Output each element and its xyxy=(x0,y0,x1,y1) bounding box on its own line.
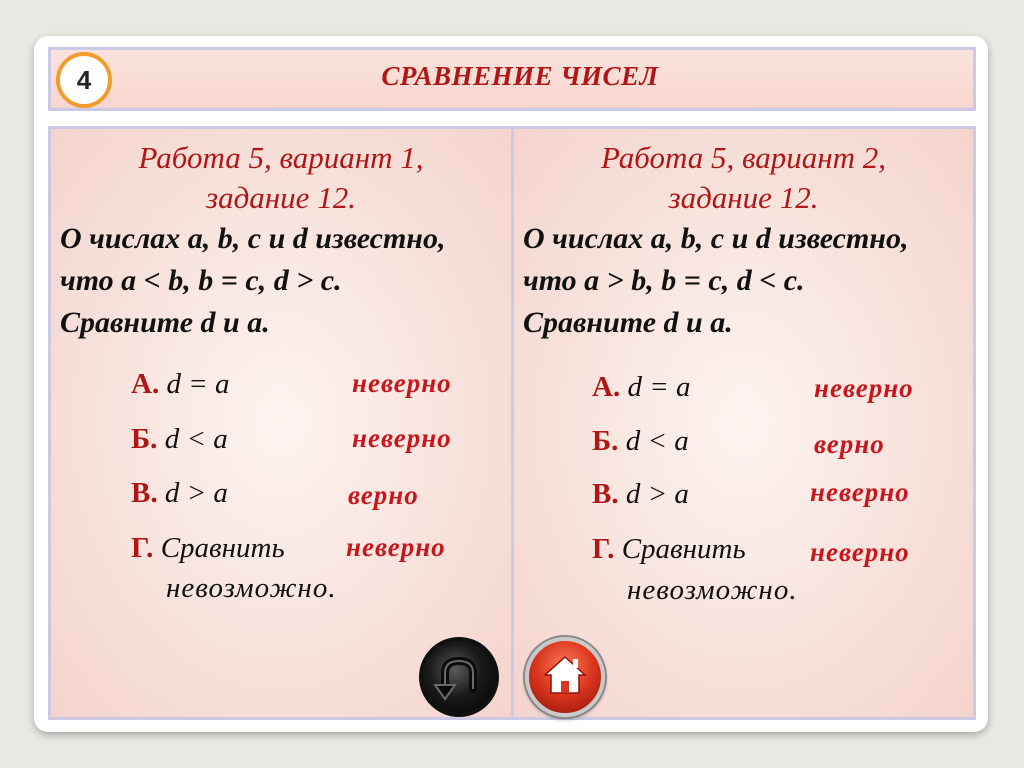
variant-2-verdict-d: неверно xyxy=(810,537,910,567)
variant-1-verdict-d: неверно xyxy=(346,532,446,562)
variant-2-option-b xyxy=(592,425,689,458)
variant-2-option-c xyxy=(592,478,689,511)
option-text: d > a xyxy=(618,478,689,510)
variant-1-option-d xyxy=(131,532,285,565)
home-button[interactable] xyxy=(525,637,605,717)
variant-1-heading-line2: задание 12. xyxy=(206,180,356,215)
variant-1-task-line2: что a < b, b = c, d > c. xyxy=(60,264,342,297)
back-button[interactable] xyxy=(419,637,499,717)
variant-2-option-d-continuation: невозможно. xyxy=(627,574,798,606)
variant-2-heading-line2: задание 12. xyxy=(668,180,819,215)
variant-2-verdict-c: неверно xyxy=(810,477,910,507)
variant-1-verdict-c: верно xyxy=(348,480,419,510)
option-letter: Б. xyxy=(131,423,158,455)
option-text: d = a xyxy=(159,368,230,400)
variant-2-task-line2: что a > b, b = c, d < c. xyxy=(523,264,805,297)
variant-2-option-a xyxy=(592,371,691,404)
option-letter: В. xyxy=(131,477,158,509)
variant-2-verdict-a: неверно xyxy=(814,373,914,403)
variant-1-verdict-b: неверно xyxy=(352,423,452,453)
option-text: d > a xyxy=(157,477,228,509)
option-text: Сравнить xyxy=(614,533,746,565)
variant-1-task-line3: Сравните d и a. xyxy=(60,306,270,339)
variant-2-task xyxy=(523,218,908,344)
option-letter: Г. xyxy=(592,533,615,565)
option-text: Сравнить xyxy=(153,532,285,564)
variant-1-option-d-continuation: невозможно. xyxy=(166,572,337,604)
variant-1-option-c xyxy=(131,477,228,510)
variant-2-heading-line1: Работа 5, вариант 2, xyxy=(601,140,886,175)
variant-1-option-a xyxy=(131,368,230,401)
option-letter: А. xyxy=(592,371,621,403)
variant-1-heading-line1: Работа 5, вариант 1, xyxy=(138,140,424,175)
variant-2-heading xyxy=(511,138,976,218)
option-text: d = a xyxy=(620,371,691,403)
option-text: d < a xyxy=(618,425,689,457)
slide-number-badge: 4 xyxy=(56,52,112,108)
variant-1-verdict-a: неверно xyxy=(352,368,452,398)
home-icon xyxy=(529,641,601,713)
variant-1-task xyxy=(60,218,445,344)
option-letter: Г. xyxy=(131,532,154,564)
variant-2-option-d xyxy=(592,533,746,566)
variant-1-option-b xyxy=(131,423,228,456)
variant-2-task-line3: Сравните d и a. xyxy=(523,306,733,339)
back-arrow-icon xyxy=(423,641,495,713)
option-letter: В. xyxy=(592,478,619,510)
variant-1-heading xyxy=(48,138,514,218)
variant-2-verdict-b: верно xyxy=(814,429,885,459)
variant-2-task-line1: О числах a, b, c и d известно, xyxy=(523,222,909,255)
option-text: d < a xyxy=(157,423,228,455)
variant-1-task-line1: О числах a, b, c и d известно, xyxy=(60,222,446,255)
slide-title: СРАВНЕНИЕ ЧИСЕЛ xyxy=(381,61,659,91)
option-letter: А. xyxy=(131,368,160,400)
option-letter: Б. xyxy=(592,425,619,457)
